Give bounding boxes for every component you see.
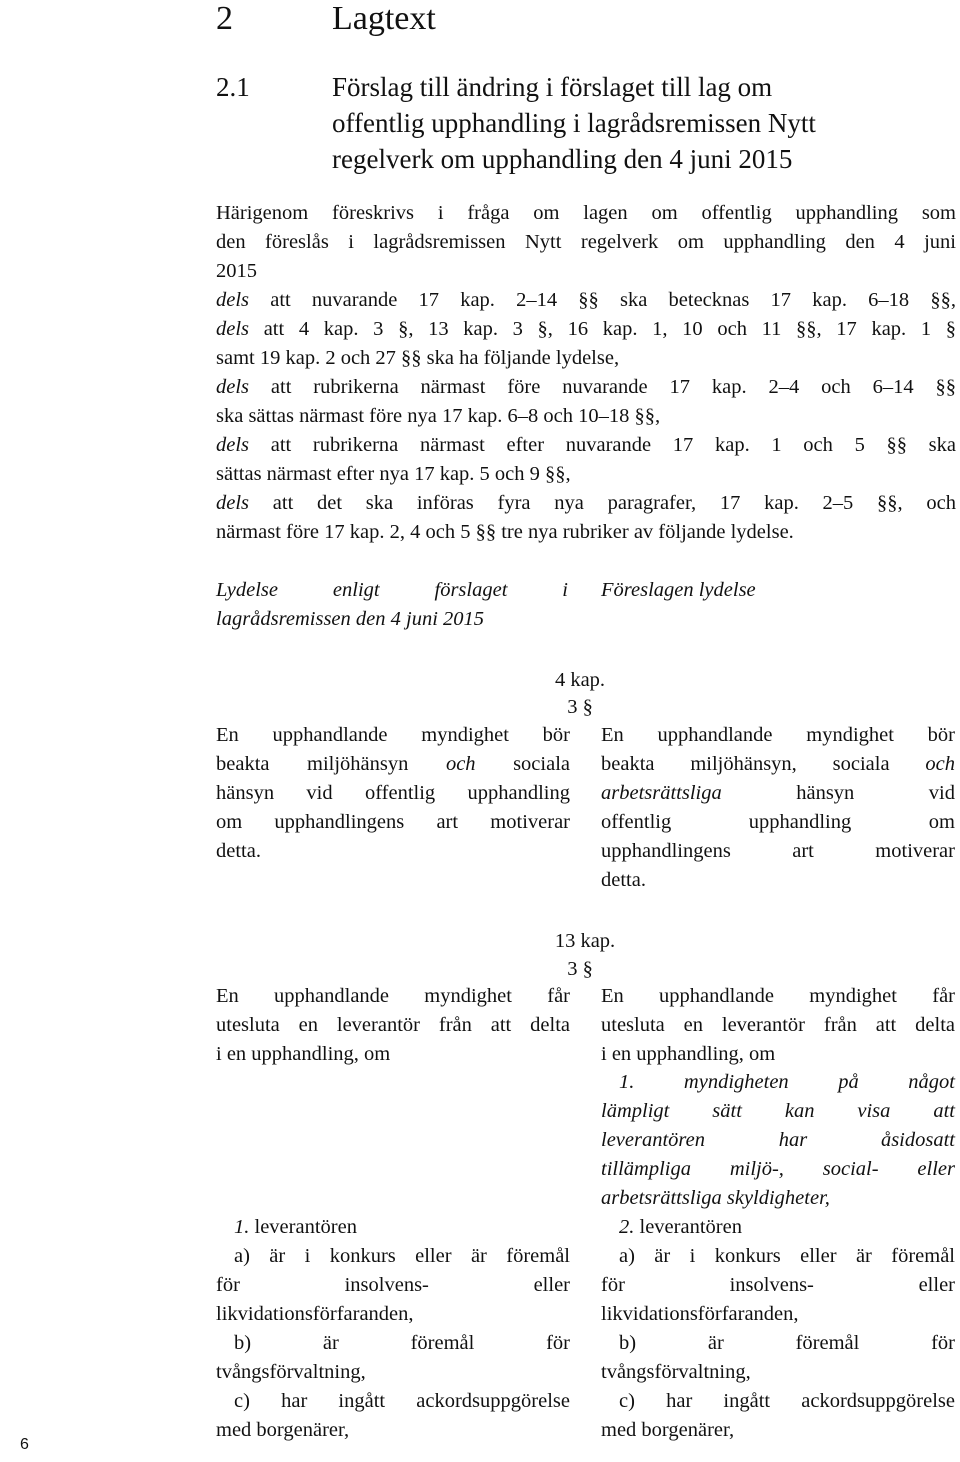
ch13-right-new-item: 1. myndigheten på något lämpligt sätt kan visa att leverantören har åsidosatt tillämpliga miljö-, social- eller arbetsrättsliga skyldigheter,	[601, 1071, 955, 1209]
dels-item: dels att rubrikerna närmast efter nuvarande 17 kap. 1 och 5 §§ ska	[216, 434, 957, 456]
ch13-right-list: 2. leverantören a) är i konkurs eller är föremål för insolvens- eller likvidationsförfaranden, b) är föremål för tvångsförvaltning, c) har ingått ackordsuppgörelse med borgenärer,	[601, 1216, 955, 1441]
subsection-number: 2.1	[216, 72, 250, 102]
chapter-heading: 13 kap.	[554, 930, 616, 952]
ch4-right-text: En upphandlande myndighet bör beakta miljöhänsyn, sociala och arbetsrättsliga hänsyn vid offentlig upphandling om upphandlingens art motiverar detta.	[601, 724, 955, 891]
dels-item: dels att 4 kap. 3 §, 13 kap. 3 §, 16 kap. 1, 10 och 11 §§, 17 kap. 1 §	[216, 318, 956, 340]
subsection-title	[332, 69, 892, 177]
paragraph-symbol: 3 §	[567, 958, 593, 980]
dels-item-cont: samt 19 kap. 2 och 27 §§ ska ha följande lydelse,	[216, 347, 620, 369]
section-title: Lagtext	[332, 0, 436, 37]
intro-line: Härigenom föreskrivs i fråga om lagen om offentlig upphandling som	[216, 202, 956, 224]
ch13-left-list: 1. leverantören a) är i konkurs eller är föremål för insolvens- eller likvidationsförfaranden, b) är föremål för tvångsförvaltning, c) har ingått ackordsuppgörelse med borgenärer,	[216, 1216, 570, 1441]
subsection-title-line: offentlig upphandling i lagrådsremissen Nytt	[332, 108, 816, 138]
ch13-right-intro: En upphandlande myndighet får utesluta en leverantör från att delta i en upphandling, om	[601, 985, 955, 1065]
chapter-heading: 4 kap.	[554, 669, 606, 691]
intro-line: den föreslås i lagrådsremissen Nytt regelverk om upphandling den 4 juni	[216, 231, 956, 253]
ch13-left-intro: En upphandlande myndighet får utesluta en leverantör från att delta i en upphandling, om	[216, 985, 570, 1065]
dels-item: dels att rubrikerna närmast före nuvarande 17 kap. 2–4 och 6–14 §§	[216, 376, 956, 398]
right-column-header: Föreslagen lydelse	[601, 579, 756, 601]
dels-item-cont: ska sättas närmast före nya 17 kap. 6–8 och 10–18 §§,	[216, 405, 661, 427]
dels-item-cont: närmast före 17 kap. 2, 4 och 5 §§ tre nya rubriker av följande lydelse.	[216, 521, 794, 543]
page-number: 6	[20, 1436, 29, 1453]
dels-item-cont: sättas närmast efter nya 17 kap. 5 och 9 §§,	[216, 463, 571, 485]
ch4-left-text: En upphandlande myndighet bör beakta miljöhänsyn och sociala hänsyn vid offentlig upphandling om upphandlingens art motiverar detta.	[216, 724, 570, 862]
intro-line: 2015	[216, 260, 257, 282]
intro-paragraph	[216, 199, 956, 286]
subsection-title-line: regelverk om upphandling den 4 juni 2015	[332, 144, 793, 174]
subsection-title-line: Förslag till ändring i förslaget till lag om	[332, 72, 773, 102]
left-column-header: Lydelse enligt förslaget i lagrådsremissen den 4 juni 2015	[216, 579, 568, 630]
dels-item: dels att nuvarande 17 kap. 2–14 §§ ska betecknas 17 kap. 6–18 §§,	[216, 289, 956, 311]
dels-list	[216, 286, 956, 547]
section-number: 2	[216, 0, 233, 37]
paragraph-symbol: 3 §	[567, 696, 593, 718]
dels-item: dels att det ska införas fyra nya paragrafer, 17 kap. 2–5 §§, och	[216, 492, 957, 514]
section-heading	[216, 0, 233, 38]
